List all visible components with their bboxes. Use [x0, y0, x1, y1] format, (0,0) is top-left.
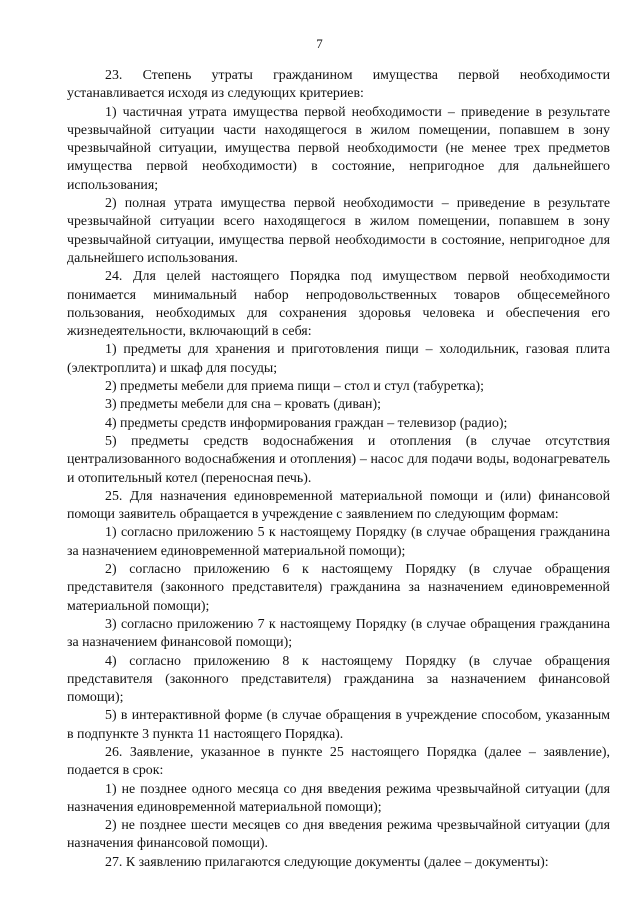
paragraph-24-item-2: 2) предметы мебели для приема пищи – стол и стул (табуретка);	[105, 379, 485, 395]
paragraph-26-item-1: 1) не позднее одного месяца со дня введения режима чрезвычайной ситуации (для назначения единовременной материальной помощи);	[67, 781, 610, 815]
paragraph-25-item-5: 5) в интерактивной форме (в случае обращения в учреждение способом, указанным в подпункте 3 пункта 11 настоящего Порядка).	[67, 708, 610, 742]
paragraph-24-item-5: 5) предметы средств водоснабжения и отопления (в случае отсутствия централизованного водоснабжения и отопления) – насос для подачи воды, водонагреватель и отопительный котел (переносная печь).	[67, 433, 610, 486]
paragraph-26-item-2: 2) не позднее шести месяцев со дня введения режима чрезвычайной ситуации (для назначения финансовой помощи).	[67, 818, 610, 852]
paragraph-24: 24. Для целей настоящего Порядка под имуществом первой необходимости понимается минимальный набор непродовольственных товаров общесемейного пользования, необходимых для сохранения здоровья человека и обеспечения его жизнедеятельности, включающий в себя:	[67, 269, 610, 340]
paragraph-23-item-1: 1) частичная утрата имущества первой необходимости – приведение в результате чрезвычайной ситуации части находящегося в жилом помещении, попавшем в зону чрезвычайной ситуации, имущества первой необходимости (не менее трех предметов имущества первой необходимости) в состояние, непригодное для дальнейшего использования;	[67, 104, 610, 193]
paragraph-24-item-1: 1) предметы для хранения и приготовления пищи – холодильник, газовая плита (электроплита) и шкаф для посуды;	[67, 342, 610, 376]
paragraph-26: 26. Заявление, указанное в пункте 25 настоящего Порядка (далее – заявление), подается в срок:	[67, 744, 610, 779]
paragraph-23: 23. Степень утраты гражданином имущества первой необходимости устанавливается исходя из следующих критериев:	[67, 68, 610, 102]
paragraph-25-item-2: 2) согласно приложению 6 к настоящему Порядку (в случае обращения представителя (законного представителя) гражданина за назначением единовременной материальной помощи);	[67, 562, 610, 614]
document-body	[67, 67, 610, 872]
paragraph-24-item-3: 3) предметы мебели для сна – кровать (диван);	[105, 397, 381, 413]
paragraph-24-item-4: 4) предметы средств информирования граждан – телевизор (радио);	[105, 415, 508, 431]
paragraph-25-item-1: 1) согласно приложению 5 к настоящему Порядку (в случае обращения гражданина за назначением единовременной материальной помощи);	[67, 525, 610, 559]
page-number: 7	[316, 36, 323, 51]
paragraph-25: 25. Для назначения единовременной материальной помощи и (или) финансовой помощи заявитель обращается в учреждение с заявлением по следующим формам:	[67, 488, 610, 523]
paragraph-25-item-3: 3) согласно приложению 7 к настоящему Порядку (в случае обращения гражданина за назначением финансовой помощи);	[67, 616, 610, 651]
paragraph-25-item-4: 4) согласно приложению 8 к настоящему Порядку (в случае обращения представителя (законного представителя) гражданина за назначением финансовой помощи);	[67, 653, 610, 706]
paragraph-27: 27. К заявлению прилагаются следующие документы (далее – документы):	[105, 854, 549, 870]
paragraph-23-item-2: 2) полная утрата имущества первой необходимости – приведение в результате чрезвычайной ситуации всего находящегося в жилом помещении, попавшем в зону чрезвычайной ситуации, имущества первой необходимости в состояние, непригодное для дальнейшего использования.	[67, 196, 610, 266]
